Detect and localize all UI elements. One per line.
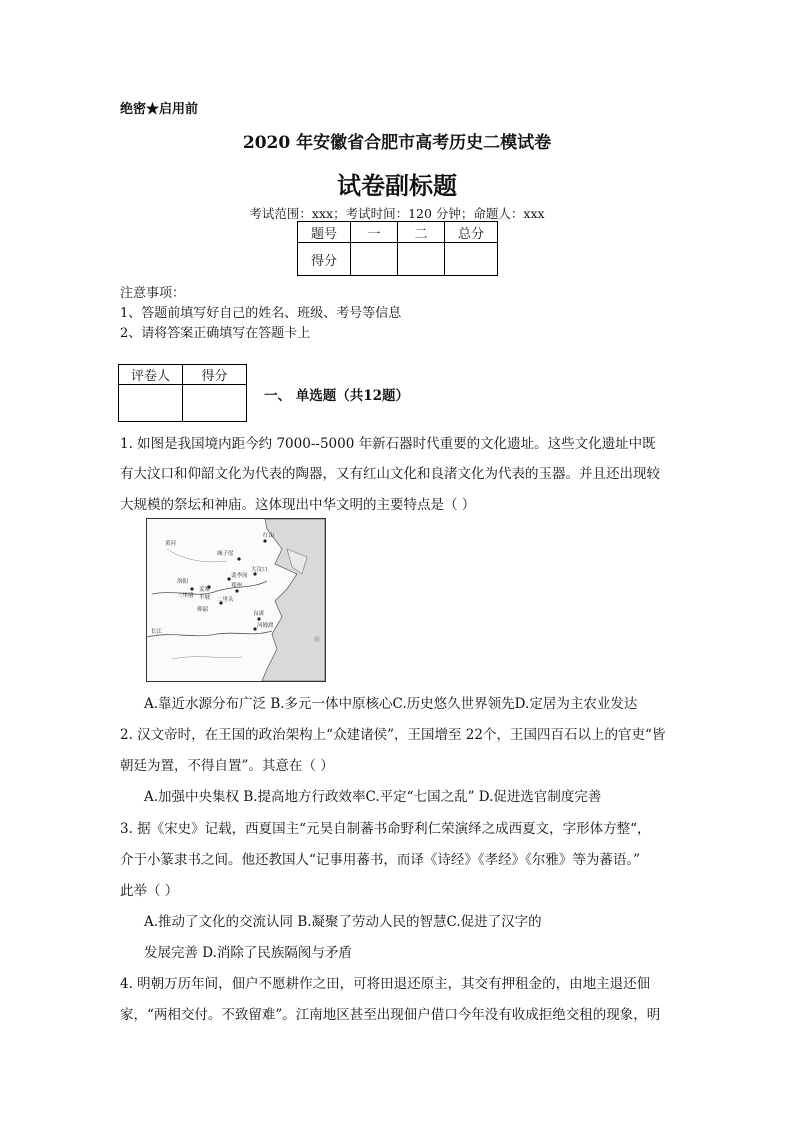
note-item: 1、答题前填写好自己的姓名、班级、考号等信息 (120, 306, 402, 321)
question-3-line: 3. 据《宋史》记载，西夏国主“元昊自制蕃书命野利仁荣演绎之成西夏文，字形体方整“， (120, 821, 651, 837)
question-2-line: 2. 汉文帝时，在王国的政治架构上“众建诸侯”，王国增至 22个，王国四百石以上的官吏“皆 (120, 727, 666, 743)
exam-title: 2020 年安徽省合肥市高考历史二模试卷 (242, 133, 552, 153)
question-2-options: A.加强中央集权 B.提高地方行政效率C.平定“七国之乱” D.促进选官制度完善 (144, 789, 602, 805)
map-label: 长江 (151, 629, 163, 635)
question-3-options: A.推动了文化的交流认同 B.凝聚了劳动人民的智慧C.促进了汉字的 (144, 914, 542, 930)
notes-heading: 注意事项： (120, 286, 186, 301)
grader-input-cell[interactable] (119, 385, 183, 422)
map-label: 城子崖 (217, 551, 234, 557)
grader-header-cell: 评卷人 (119, 365, 183, 385)
map-label: 河姆渡 (257, 623, 274, 629)
score-header-cell: 题号 (298, 222, 351, 243)
question-2-line: 朝廷为置，不得自置”。其意在（ ） (120, 758, 334, 774)
map-label: 姜寨 (199, 587, 211, 593)
map-label: 红山 (263, 533, 275, 539)
score-input-cell[interactable] (398, 243, 445, 276)
map-label: 半坡 (199, 595, 211, 601)
score-input-cell[interactable] (351, 243, 398, 276)
neolithic-sites-map (146, 518, 326, 682)
question-4-line: 4. 明朝万历年间，佃户不愿耕作之田，可将田退还原主，其交有押租金的，由地主退还佃 (120, 976, 651, 992)
grader-header-cell: 得分 (183, 365, 247, 385)
question-1-line: 大规模的祭坛和神庙。这体现出中华文明的主要特点是（ ） (120, 497, 476, 513)
question-1-line: 有大汶口和仰韶文化为代表的陶器，又有红山文化和良渚文化为代表的玉器。并且还出现较 (120, 466, 660, 482)
score-header-cell: 一 (351, 222, 398, 243)
grader-input-cell[interactable] (183, 385, 247, 422)
map-label: 裴李岗 (231, 573, 248, 579)
grader-table (118, 364, 247, 422)
question-3-line: 介于小篆隶书之间。他还教国人“记事用蕃书，而译《诗经》《孝经》《尔雅》等为蕃语。” (120, 852, 641, 868)
note-item: 2、请将答案正确填写在答题卡上 (120, 326, 311, 341)
question-1-line: 1. 如图是我国境内距今约 7000--5000 年新石器时代重要的文化遗址。这些文化遗址中既 (120, 436, 656, 452)
map-label: 洛阳 (177, 579, 189, 585)
score-header-cell: 总分 (445, 222, 498, 243)
score-table (297, 221, 498, 276)
map-label: 黄河 (165, 541, 177, 547)
exam-subtitle: 试卷副标题 (337, 171, 457, 200)
score-label-cell: 得分 (298, 243, 351, 276)
question-3-options: 发展完善 D.消除了民族隔阂与矛盾 (144, 945, 352, 961)
question-1-options: A.靠近水源分布广泛 B.多元一体中原核心C.历史悠久世界领先D.定居为主农业发达 (144, 696, 638, 712)
map-label: 郑州 (231, 583, 243, 589)
map-label: 仰韶 (197, 607, 209, 613)
map-label: 二里头 (217, 597, 234, 603)
exam-info: 考试范围：xxx；考试时间：120 分钟；命题人：xxx (249, 206, 545, 221)
map-label: 大汶口 (251, 567, 268, 573)
question-3-line: 此举（ ） (120, 883, 179, 899)
section-title: 一、 单选题（共12题） (264, 388, 409, 404)
question-4-line: 家，“两相交付。不致留难”。江南地区甚至出现佃户借口今年没有收成拒绝交租的现象，明 (120, 1007, 661, 1023)
map-label: 良渚 (253, 611, 265, 617)
score-input-cell[interactable] (445, 243, 498, 276)
secret-mark: 绝密★启用前 (120, 102, 199, 117)
map-label: 三里墩 (177, 593, 194, 599)
score-header-cell: 二 (398, 222, 445, 243)
